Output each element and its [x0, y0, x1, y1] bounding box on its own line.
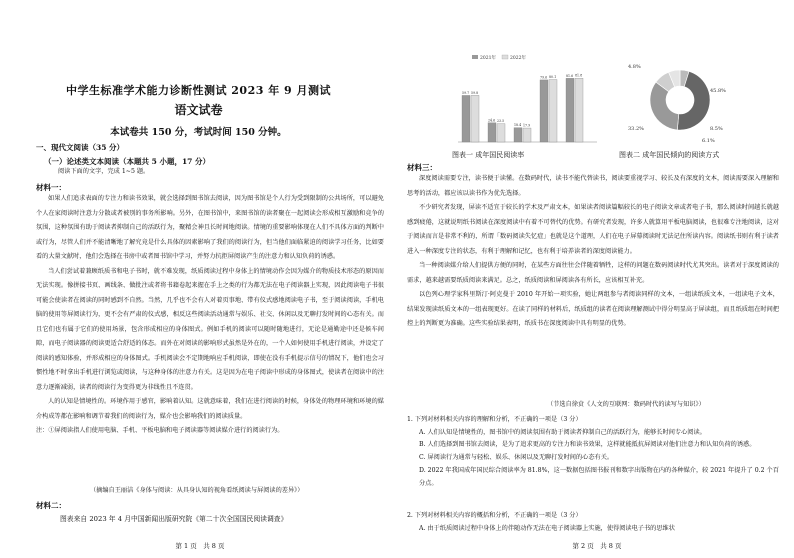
bar-2022年-数字化阅读: [549, 80, 557, 142]
subject-title: 语文试卷: [174, 103, 223, 117]
question-1-option-b: B. 人们选择到图书馆去阅读，是为了追求更高的专注力和读书效果，这样就能抵抗屏阅读对他们注意力和认知负荷的诱惑。: [419, 441, 756, 449]
bar-value-label: 24.6: [488, 118, 496, 123]
material2-intro: 图表来自 2023 年 4 月中国新闻出版研究院《第二十次全国国民阅读调查》: [60, 515, 288, 523]
question-2-stem: 2. 下列对材料相关内容的概括和分析，不正确的一项是（3 分）: [407, 512, 582, 519]
bar-2022年-期刊: [523, 128, 531, 142]
instruction: 阅读下面的文字，完成 1~5 题。: [58, 168, 150, 175]
pie-label-3: 33.2%: [628, 126, 644, 132]
bar-2022年-图书: [471, 95, 479, 142]
bar-value-label: 18.4: [514, 123, 522, 128]
pie-label-2: 45.8%: [710, 88, 726, 94]
material3-para: 不少研究者发现，屏读不适宜于较长的学术及严肃文本，如果读者阅读篇幅较长的电子阅读文章或者电子书，那么阅读时间越长就越感到疲倦，这就说明纸书阅读在深度阅读中有着不可替代的优势。有研究者发现，许多人就算用平板电脑阅读，也很难专注地阅读，这对于阅读而言是非常不利的，所谓「数码阅读失忆症」也就是这个道理，人们在电子屏幕阅读时无法记住所读内容。阅读纸书则有利于读者进入一种深度专注的状态，有利于理解和记忆，也有利于培养读者的深度阅读能力。: [407, 204, 779, 255]
material2-label: 材料二：: [36, 501, 66, 510]
bar-value-label: 23.5: [497, 119, 505, 124]
pie-slice-3: [650, 82, 679, 130]
question-2-option-a: A. 由于纸质阅读过程中身体上的伴随动作无法在电子阅读器上实施，使得阅读电子书的思维状: [419, 524, 675, 532]
bar-2022年-综合阅读: [575, 78, 583, 142]
material3-para: 以色列心理学家科里斯汀·阿克曼于 2010 年开始一项实验，她让两组参与者阅读同样的文本，一组读纸质文本，一组读电子文本，结果发现读纸质文本的一组表现更好。在读了同样的材料后，纸质组的读者在阅读理解测试中得分明显高于屏读组，而且纸质组在时间把控上的判断更为准确。这些实验结果表明，纸质书在深度阅读中具有明显的优势。: [407, 291, 779, 327]
question-1-option-d: D. 2022 年我国成年国民综合阅读率为 81.8%，这一数据包括图书报刊和数字出版物在内的各种媒介，较 2021 年提升了 0.2 个百分点。: [419, 466, 779, 487]
material1-para: 当人们尝试着兼顾纸质书和电子书时，就不难发现，纸质阅读过程中身体上的情境动作会因为媒介的物质技术形态的原因而无法实现。像拼接书页、画线条、做批注或者将书籍卷起来握在手上之类的行为都无法在电子阅读器上实现，因此阅读电子书很可能会使读者在阅读的同时感到不自然。当然，几乎也不会有人对着页事地、带有仪式感地阅读电子书，至于阅读阅读，手机电脑的使用等屏阅读行为，更不会有严肃的仪式感，相反这些阅读活动通常与娱乐、社交、休闲以及无聊打发时间的心态有关。而且它们也有属于它们的使用场景，包含形成相应的身体图式。例如手机的阅读可以随时随地进行，无论是通勤途中还是候车间隙，而电子阅读器的阅读更适合舒适的体态。而外在对阅读的影响形式虽然是外在的，一个人如何使用手机进行阅读，并设定了阅读的感知体验，并形成相应的身体图式。手机阅读会不定期地响应手机阅读，即使在没有手机提示信号的情况下，他们也会习惯性地不时拿出手机进行浏览或阅读，与这种身体的注意力有关。这是因为在电子阅读中形成的身体图式，使读者在阅读中的注意力逐渐减弱，读者的阅读行为变得更为非线性且不连贯。: [36, 267, 384, 391]
bar-2021年-报纸: [488, 123, 496, 142]
page-footer: 第 1 页 共 8 页: [175, 542, 225, 550]
question-1-option-c: C. 屏阅读行为通常与轻松、娱乐、休闲以及无聊打发时间的心态有关。: [419, 454, 614, 462]
material3-label: 材料三：: [407, 163, 437, 172]
bar-value-label: 59.7: [462, 90, 470, 95]
legend-swatch-2022: [502, 55, 508, 59]
bar-2021年-期刊: [514, 128, 522, 142]
material1-source: （摘编自王丽洁《身体与阅读：从具身认知的视角看纸阅读与屏阅读的差异》）: [90, 487, 304, 494]
bar-value-label: 17.9: [523, 123, 531, 128]
material3-para: 当一种阅读媒介给人们提供方便的同时，在某些方面往往会伴随着牺牲，这样的问题在数码阅读时代尤其突出。读者对于深度阅读的需求，越来越需要纸质阅读来满足。总之，纸质阅读和屏阅读各有所长，应该相互补充。: [407, 262, 779, 284]
bar-2021年-图书: [462, 95, 470, 142]
question-2: [407, 510, 782, 535]
page-footer: 第 2 页 共 8 页: [572, 542, 622, 550]
bar-2022年-报纸: [497, 124, 505, 142]
question-1-stem: 1. 下列对材料相关内容的理解和分析，不正确的一项是（3 分）: [407, 416, 582, 423]
material3-source: （节选自徐贲《人文的互联网：数码时代的读写与知识》）: [547, 401, 705, 408]
subsection-heading: （一）论述类文本阅读（本题共 5 小题，17 分）: [44, 157, 210, 166]
chart1-caption: 图表一 成年国民阅读率: [452, 151, 525, 159]
exam-title: 中学生标准学术能力诊断性测试 2023 年 9 月测试: [65, 84, 332, 97]
bar-2021年-数字化阅读: [540, 80, 548, 142]
material1-note: 注：①屏阅读指人们使用电脑、手机、平板电脑和电子阅读器等阅读媒介进行的阅读行为。: [36, 427, 284, 434]
bars-group: [462, 74, 583, 142]
legend-2022: 2022年: [510, 56, 526, 61]
material3-body: [407, 172, 779, 397]
pie-chart: [622, 50, 752, 148]
material1-para: 如果人们追求表面的专注力和读书效果，就会选择到图书馆去阅读，因为图书馆是个人行为受到限制的公共场所，可以避免个人在家阅读时注意力分散或者被别的事务所影响。另外，在图书馆中，来图书馆的读者聚在一起阅读会形成相互激励和竞争的氛围，这种氛围有助于阅读者抑制自己的活跃行为，聚精会神且长时间地阅读。情境的重要影响体现在人们不具体方面的判断中或行为，尽管人们并不能清晰地了解究竟是什么具体的因素影响了我们的阅读行为，但当他们面临紧迫的阅读学习任务，比如要看的大量文献时，他们会选择在书房中或者图书馆中学习，并努力抗拒屏阅读产生的注意力和认知负荷的诱惑。: [36, 195, 384, 260]
section-heading: 一、现代文阅读（35 分）: [36, 143, 125, 152]
page-right: [397, 0, 794, 558]
bar-2021年-综合阅读: [566, 78, 574, 142]
bar-value-label: 79.6: [540, 75, 548, 80]
chart2-caption: 图表二 成年国民倾向的阅读方式: [619, 151, 720, 159]
material1-label: 材料一：: [36, 183, 66, 192]
pie-label-5: 6.1%: [702, 138, 715, 144]
material3-para: 深度阅读需要专注，读书便于读懂。在数码时代，读书不能代替读书，阅读要重视学习、较长及有深度的文本，阅读需要深入理解和思考的活动，都应该以读书作为优先选择。: [407, 175, 779, 197]
legend-swatch-2021: [472, 55, 478, 59]
material1-para: 人的认知是情境性的。环境作用于感官，影响着认知。这就意味着，我们在进行阅读的时候，身体处的物理环境和环境的媒介构成等都在影响和调节着我们的阅读行为，媒介也会影响我们的阅读质量。: [36, 398, 384, 420]
pie-group: [650, 70, 710, 130]
legend-2021: 2021年: [480, 56, 496, 61]
bar-value-label: 59.8: [471, 90, 479, 95]
pie-label-1: 4.8%: [628, 64, 641, 70]
pie-label-4: 8.5%: [710, 126, 723, 132]
bar-value-label: 80.1: [549, 75, 557, 80]
bar-value-label: 81.6: [566, 73, 574, 78]
exam-note: 本试卷共 150 分，考试时间 150 分钟。: [110, 127, 287, 138]
bar-value-label: 81.8: [575, 73, 583, 78]
bar-chart: [452, 52, 602, 148]
question-1-option-a: A. 人们认知是情境性的，图书馆中的阅读氛围有助于阅读者抑制自己的活跃行为，能够长时间专心阅读。: [419, 428, 706, 436]
material1-body: [36, 192, 384, 482]
question-1: [407, 414, 782, 490]
